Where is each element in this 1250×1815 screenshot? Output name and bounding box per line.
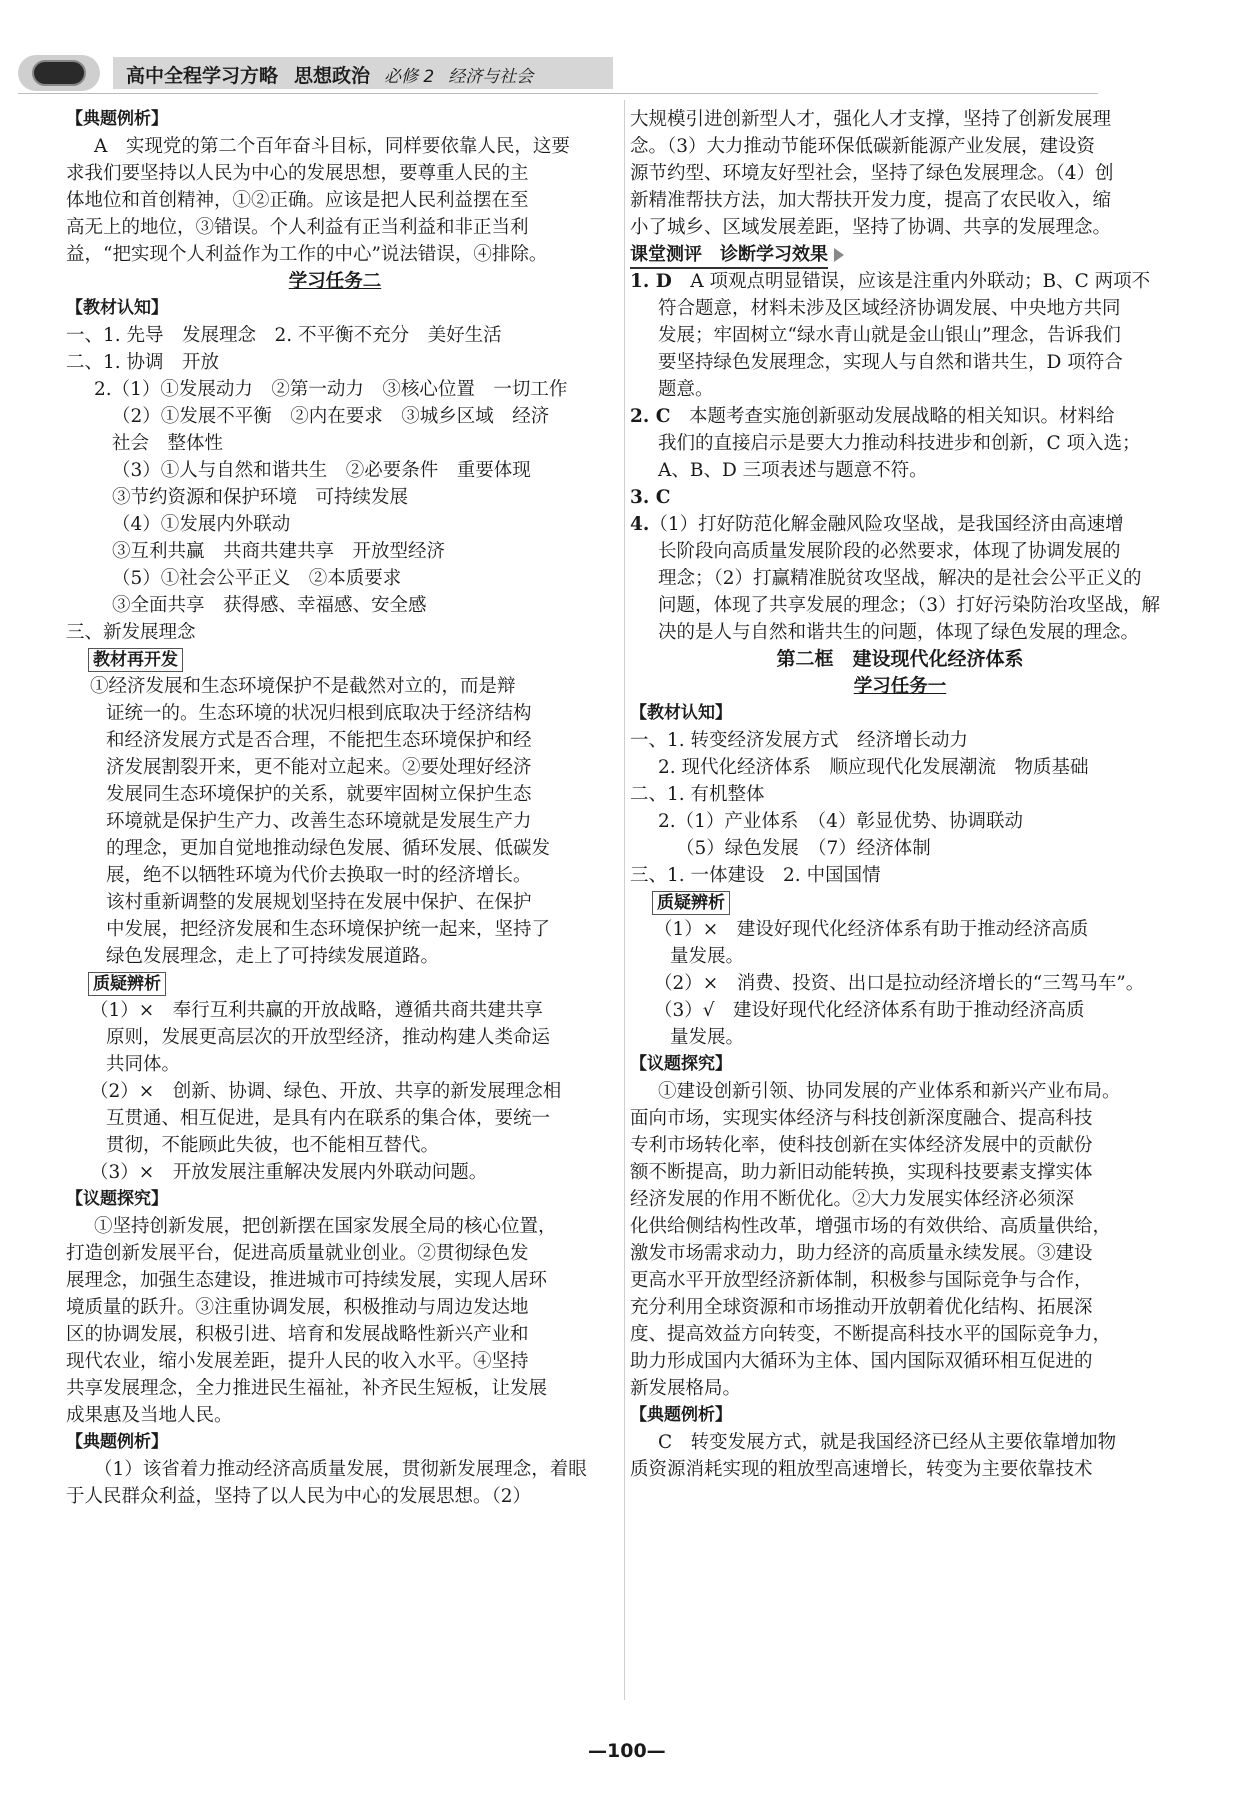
text-line: 小了城乡、区域发展差距，坚持了协调、共享的发展理念。 — [630, 217, 1112, 238]
text-line: 绿色发展理念，走上了可持续发展道路。 — [106, 946, 440, 967]
text-line: （2）× 创新、协调、绿色、开放、共享的新发展理念相 — [90, 1081, 562, 1102]
text-line: （3）①人与自然和谐共生 ②必要条件 重要体现 — [112, 460, 531, 481]
answer-number: 4. — [630, 514, 650, 535]
text-line: 展，绝不以牺牲环境为代价去换取一时的经济增长。 — [106, 865, 532, 886]
text-line: 二、1. 协调 开放 — [66, 352, 220, 373]
section-heading: 【议题探究】 — [66, 1189, 168, 1209]
volume-title: 经济与社会 — [448, 67, 534, 87]
text-line: 中发展，把经济发展和生态环境保护统一起来，坚持了 — [106, 919, 551, 940]
text-line: 展理念，加强生态建设，推进城市可持续发展，实现人居环 — [66, 1270, 548, 1291]
text-line: （2）× 消费、投资、出口是拉动经济增长的“三驾马车”。 — [654, 973, 1145, 994]
text-line: 三、1. 一体建设 2. 中国国情 — [630, 865, 881, 886]
section-heading: 【教材认知】 — [66, 298, 168, 318]
text-line: 区的协调发展，积极引进、培育和发展战略性新兴产业和 — [66, 1324, 529, 1345]
answer-number: 1. D — [630, 271, 672, 292]
text-line: 二、1. 有机整体 — [630, 784, 765, 805]
boxed-heading — [66, 646, 604, 673]
text-line: 量发展。 — [670, 946, 745, 967]
text-line: 共同体。 — [106, 1054, 181, 1075]
text-line: 我们的直接启示是要大力推动科技进步和创新，C 项入选； — [658, 433, 1141, 454]
text-line: （2）①发展不平衡 ②内在要求 ③城乡区域 经济 — [112, 406, 550, 427]
left-column — [66, 106, 604, 1510]
text-line: C 转变发展方式，就是我国经济已经从主要依靠增加物 — [658, 1432, 1117, 1453]
text-line: 的理念，更加自觉地推动绿色发展、循环发展、低碳发 — [106, 838, 551, 859]
text-line: 互贯通、相互促进，是具有内在联系的集合体，要统一 — [106, 1108, 551, 1129]
task-heading: 学习任务一 — [853, 676, 947, 697]
page-header — [18, 55, 1098, 93]
text-line: A 实现党的第二个百年奋斗目标，同样要依靠人民，这要 — [94, 136, 570, 157]
text-line: 要坚持绿色发展理念，实现人与自然和谐共生，D 项符合 — [658, 352, 1123, 373]
answer-text: （1）打好防范化解金融风险攻坚战，是我国经济由高速增 — [649, 514, 1124, 535]
answer-item — [630, 511, 1170, 538]
text-line: （3）√ 建设好现代化经济体系有助于推动经济高质 — [654, 1000, 1085, 1021]
book-volume: 必修 2 — [384, 67, 435, 87]
text-line: 打造创新发展平台，促进高质量就业创业。②贯彻绿色发 — [66, 1243, 529, 1264]
text-line: 济发展割裂开来，更不能对立起来。②要处理好经济 — [106, 757, 532, 778]
text-line: 理念；（2）打赢精准脱贫攻坚战，解决的是社会公平正义的 — [658, 568, 1142, 589]
text-line: A、B、D 三项表述与题意不符。 — [658, 460, 928, 481]
answer-number: 3. C — [630, 487, 671, 508]
text-line: 充分利用全球资源和市场推动开放朝着优化结构、拓展深 — [630, 1297, 1093, 1318]
text-line: ③全面共享 获得感、幸福感、安全感 — [112, 595, 427, 616]
text-line: 发展；牢固树立“绿水青山就是金山银山”理念，告诉我们 — [658, 325, 1121, 346]
text-line: 贯彻，不能顾此失彼，也不能相互替代。 — [106, 1135, 440, 1156]
quiz-heading: 课堂测评 诊断学习效果 — [630, 241, 1170, 268]
text-line: （1）× 奉行互利共赢的开放战略，遵循共商共建共享 — [90, 1000, 543, 1021]
text-line: 原则，发展更高层次的开放型经济，推动构建人类命运 — [106, 1027, 551, 1048]
text-line: 2.（1）①发展动力 ②第一动力 ③核心位置 一切工作 — [94, 379, 568, 400]
text-line: ①经济发展和生态环境保护不是截然对立的，而是辩 — [90, 676, 516, 697]
answer-item — [630, 484, 1170, 511]
text-line: 念。（3）大力推动节能环保低碳新能源产业发展，建设资 — [630, 136, 1096, 157]
text-line: 一、1. 转变经济发展方式 经济增长动力 — [630, 730, 969, 751]
text-line: （5）绿色发展 （7）经济体制 — [676, 838, 931, 859]
text-line: 更高水平开放型经济新体制，积极参与国际竞争与合作， — [630, 1270, 1093, 1291]
boxed-label: 质疑辨析 — [88, 972, 166, 996]
text-line: ①坚持创新发展，把创新摆在国家发展全局的核心位置， — [94, 1216, 557, 1237]
text-line: （4）①发展内外联动 — [112, 514, 291, 535]
text-line: 发展同生态环境保护的关系，就要牢固树立保护生态 — [106, 784, 532, 805]
text-line: 求我们要坚持以人民为中心的发展思想，要尊重人民的主 — [66, 163, 529, 184]
section-heading: 【议题探究】 — [630, 1054, 732, 1074]
page-number: —100— — [588, 1740, 666, 1762]
answer-number: 2. C — [630, 406, 671, 427]
task-heading: 学习任务二 — [288, 271, 382, 292]
subject-title: 思想政治 — [294, 65, 371, 87]
boxed-heading — [66, 970, 604, 997]
text-line: ③互利共赢 共商共建共享 开放型经济 — [112, 541, 446, 562]
text-line: 化供给侧结构性改革，增强市场的有效供给、高质量供给， — [630, 1216, 1112, 1237]
text-line: 于人民群众利益，坚持了以人民为中心的发展思想。（2） — [66, 1486, 532, 1507]
text-line: 该村重新调整的发展规划坚持在发展中保护、在保护 — [106, 892, 532, 913]
text-line: 现代农业，缩小发展差距，提升人民的收入水平。④坚持 — [66, 1351, 529, 1372]
boxed-label: 教材再开发 — [88, 648, 183, 672]
boxed-label: 质疑辨析 — [652, 891, 730, 915]
answer-item — [630, 268, 1170, 295]
text-line: 激发市场需求动力，助力经济的高质量永续发展。③建设 — [630, 1243, 1093, 1264]
text-line: 经济发展的作用不断优化。②大力发展实体经济必须深 — [630, 1189, 1075, 1210]
text-line: 共享发展理念，全力推进民生福祉，补齐民生短板，让发展 — [66, 1378, 548, 1399]
right-column — [630, 106, 1170, 1483]
text-line: 2. 现代化经济体系 顺应现代化发展潮流 物质基础 — [658, 757, 1089, 778]
answer-text: 本题考查实施创新驱动发展战略的相关知识。材料给 — [670, 406, 1115, 427]
answer-text: A 项观点明显错误，应该是注重内外联动；B、C 两项不 — [671, 271, 1151, 292]
header-title — [126, 61, 533, 88]
text-line: 证统一的。生态环境的状况归根到底取决于经济结构 — [106, 703, 532, 724]
text-line: （3）× 开放发展注重解决发展内外联动问题。 — [90, 1162, 488, 1183]
column-divider — [624, 100, 625, 1700]
text-line: 和经济发展方式是否合理，不能把生态环境保护和经 — [106, 730, 532, 751]
section-heading: 【典题例析】 — [66, 1432, 168, 1452]
text-line: 决的是人与自然和谐共生的问题，体现了绿色发展的理念。 — [658, 622, 1140, 643]
text-line: 源节约型、环境友好型社会，坚持了绿色发展理念。（4）创 — [630, 163, 1114, 184]
text-line: 面向市场，实现实体经济与科技创新深度融合、提高科技 — [630, 1108, 1093, 1129]
text-line: 三、新发展理念 — [66, 622, 196, 643]
frame-heading: 第二框 建设现代化经济体系 — [776, 648, 1024, 670]
text-line: 符合题意，材料未涉及区域经济协调发展、中央地方共同 — [658, 298, 1121, 319]
text-line: 题意。 — [658, 379, 714, 400]
text-line: 助力形成国内大循环为主体、国内国际双循环相互促进的 — [630, 1351, 1093, 1372]
text-line: （5）①社会公平正义 ②本质要求 — [112, 568, 402, 589]
header-divider — [18, 93, 1098, 94]
text-line: 大规模引进创新型人才，强化人才支撑，坚持了创新发展理 — [630, 109, 1112, 130]
text-line: 2.（1）产业体系 （4）彰显优势、协调联动 — [658, 811, 1023, 832]
text-line: （1）× 建设好现代化经济体系有助于推动经济高质 — [654, 919, 1089, 940]
text-line: 新精准帮扶方法，加大帮扶开发力度，提高了农民收入，缩 — [630, 190, 1112, 211]
text-line: 益，“把实现个人利益作为工作的中心”说法错误，④排除。 — [66, 244, 548, 265]
section-heading: 【典题例析】 — [66, 109, 168, 129]
text-line: 社会 整体性 — [112, 433, 224, 454]
text-line: 问题，体现了共享发展的理念；（3）打好污染防治攻坚战，解 — [658, 595, 1161, 616]
text-line: 长阶段向高质量发展阶段的必然要求，体现了协调发展的 — [658, 541, 1121, 562]
text-line: 量发展。 — [670, 1027, 745, 1048]
text-line: 境质量的跃升。③注重协调发展，积极推动与周边发达地 — [66, 1297, 529, 1318]
text-line: 质资源消耗实现的粗放型高速增长，转变为主要依靠技术 — [630, 1459, 1093, 1480]
logo-icon — [18, 55, 100, 91]
text-line: 新发展格局。 — [630, 1378, 742, 1399]
text-line: （1）该省着力推动经济高质量发展，贯彻新发展理念，着眼 — [94, 1459, 587, 1480]
section-heading: 【典题例析】 — [630, 1405, 732, 1425]
text-line: 额不断提高，助力新旧动能转换，实现科技要素支撑实体 — [630, 1162, 1093, 1183]
text-line: 度、提高效益方向转变，不断提高科技水平的国际竞争力， — [630, 1324, 1112, 1345]
text-line: 高无上的地位，③错误。个人利益有正当利益和非正当利 — [66, 217, 529, 238]
text-line: ③节约资源和保护环境 可持续发展 — [112, 487, 409, 508]
text-line: 成果惠及当地人民。 — [66, 1405, 233, 1426]
book-title: 高中全程学习方略 — [126, 65, 279, 87]
text-line: 专利市场转化率，使科技创新在实体经济发展中的贡献份 — [630, 1135, 1093, 1156]
boxed-heading — [630, 889, 1170, 916]
text-line: 体地位和首创精神，①②正确。应该是把人民利益摆在至 — [66, 190, 529, 211]
text-line: 环境就是保护生产力、改善生态环境就是发展生产力 — [106, 811, 532, 832]
answer-item — [630, 403, 1170, 430]
text-line: 一、1. 先导 发展理念 2. 不平衡不充分 美好生活 — [66, 325, 502, 346]
text-line: ①建设创新引领、协同发展的产业体系和新兴产业布局。 — [658, 1081, 1121, 1102]
play-arrow-icon — [834, 248, 844, 262]
section-heading: 【教材认知】 — [630, 703, 732, 723]
